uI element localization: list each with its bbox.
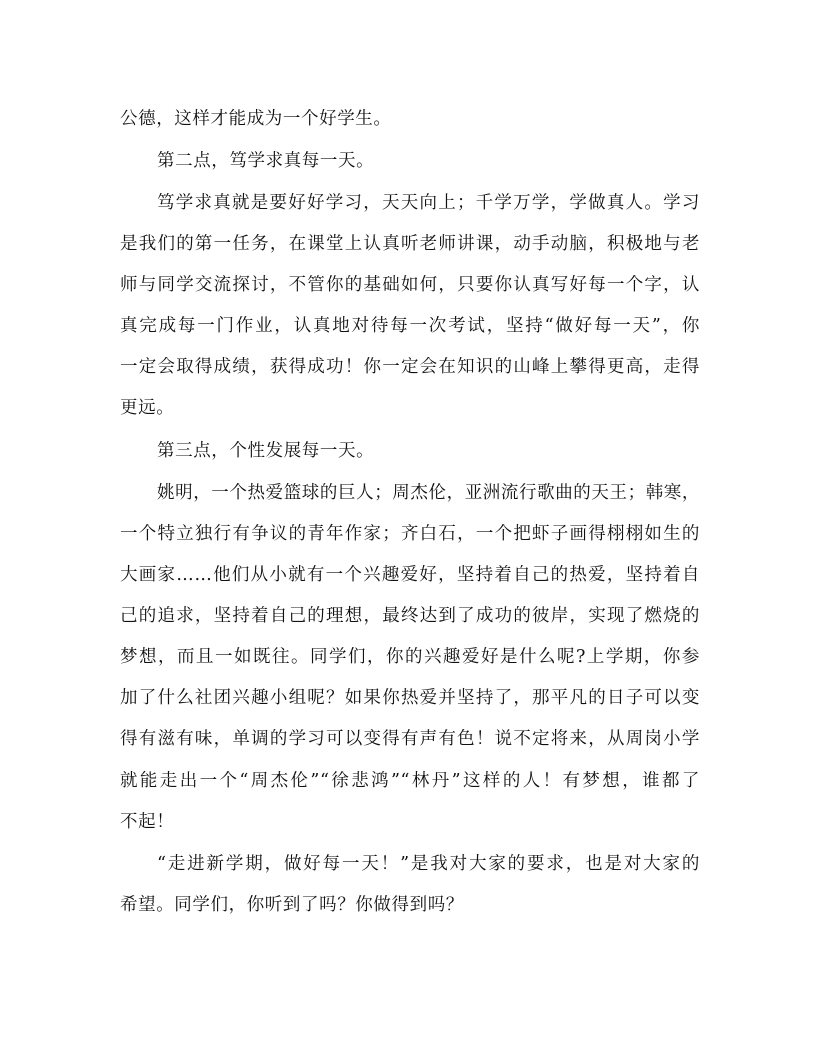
text-line: 姚明，一个热爱篮球的巨人；周杰伦，亚洲流行歌曲的天王；韩寒， xyxy=(157,483,700,503)
section-heading: 第三点，个性发展每一天。 xyxy=(157,441,375,461)
text-line: 大画家……他们从小就有一个兴趣爱好，坚持着自己的热爱，坚持着自 xyxy=(120,565,700,585)
text-line: 一定会取得成绩，获得成功！你一定会在知识的山峰上攀得更高，走得 xyxy=(120,357,700,377)
text-line: 就能走出一个“周杰伦”“徐悲鸿”“林丹”这样的人！有梦想，谁都了 xyxy=(120,771,700,791)
text-line: 得有滋有味，单调的学习可以变得有声有色！说不定将来，从周岗小学 xyxy=(120,729,700,749)
text-line: 一个特立独行有争议的青年作家；齐白石，一个把虾子画得栩栩如生的 xyxy=(120,524,700,544)
text-line: 己的追求，坚持着自己的理想，最终达到了成功的彼岸，实现了燃烧的 xyxy=(120,606,700,626)
text-line: 更远。 xyxy=(120,398,175,418)
text-line: “走进新学期，做好每一天！”是我对大家的要求，也是对大家的 xyxy=(157,854,700,874)
text-line: 加了什么社团兴趣小组呢？如果你热爱并坚持了，那平凡的日子可以变 xyxy=(120,688,700,708)
text-line: 公德，这样才能成为一个好学生。 xyxy=(120,109,392,129)
text-line: 梦想，而且一如既往。同学们，你的兴趣爱好是什么呢?上学期，你参 xyxy=(120,647,700,667)
text-line: 不起！ xyxy=(120,812,175,832)
text-line: 笃学求真就是要好好学习，天天向上；千学万学，学做真人。学习 xyxy=(157,193,700,213)
text-line: 是我们的第一任务，在课堂上认真听老师讲课，动手动脑，积极地与老 xyxy=(120,234,700,254)
text-line: 希望。同学们，你听到了吗？你做得到吗？ xyxy=(120,895,464,915)
text-line: 师与同学交流探讨，不管你的基础如何，只要你认真写好每一个字，认 xyxy=(120,275,700,295)
text-line: 真完成每一门作业，认真地对待每一次考试，坚持“做好每一天”，你 xyxy=(120,316,700,336)
section-heading: 第二点，笃学求真每一天。 xyxy=(157,151,375,171)
